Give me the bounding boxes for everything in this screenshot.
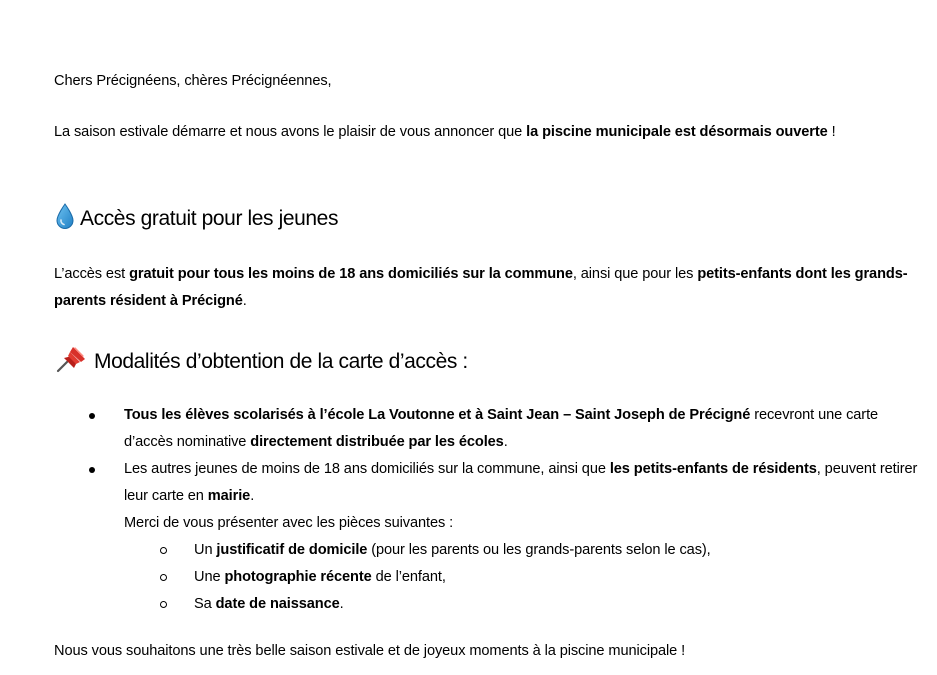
droplet-icon bbox=[54, 202, 76, 236]
list-item-text: recevront une carte d’accès nominative bbox=[124, 407, 879, 450]
intro-text-end: ! bbox=[827, 124, 836, 140]
pushpin-icon bbox=[54, 344, 88, 380]
list-item-emphasis: mairie bbox=[207, 488, 251, 504]
sub-list-text: Un bbox=[194, 542, 217, 558]
sub-list-emphasis: justificatif de domicile bbox=[216, 542, 368, 558]
sub-list-text: de l’enfant, bbox=[371, 569, 446, 585]
documents-note: Merci de vous présenter avec les pièces suivantes : bbox=[124, 515, 454, 531]
sub-list-text: . bbox=[339, 596, 344, 612]
list-item bbox=[54, 456, 930, 618]
free-access-text: . bbox=[242, 293, 247, 309]
sub-list-text: Une bbox=[194, 569, 225, 585]
documents-list bbox=[124, 537, 930, 618]
list-item-text: . bbox=[503, 434, 508, 450]
greeting: Chers Précignéens, chères Précignéennes, bbox=[54, 73, 332, 89]
sub-list-item bbox=[124, 591, 930, 618]
list-item-text: . bbox=[250, 488, 255, 504]
list-item-emphasis: Tous les élèves scolarisés à l’école La Voutonne et à Saint Jean – Saint Joseph de Précigné bbox=[124, 407, 751, 423]
sub-list-text: (pour les parents ou les grands-parents selon le cas), bbox=[367, 542, 711, 558]
intro-emphasis: la piscine municipale est désormais ouverte bbox=[526, 124, 828, 140]
list-item bbox=[54, 402, 930, 456]
free-access-text: L’accès est bbox=[54, 266, 130, 282]
section-title-text: Accès gratuit pour les jeunes bbox=[80, 207, 339, 230]
sub-list-text: Sa bbox=[194, 596, 216, 612]
free-access-emphasis: gratuit pour tous les moins de 18 ans domiciliés sur la commune bbox=[129, 266, 573, 282]
section-title-card-procedure bbox=[54, 344, 468, 380]
intro-paragraph bbox=[54, 119, 924, 146]
sub-list-item bbox=[124, 564, 930, 591]
procedure-list bbox=[54, 402, 930, 618]
free-access-text: , ainsi que pour les bbox=[572, 266, 698, 282]
free-access-emphasis: petits-enfants dont les grands-parents résident à Précigné bbox=[54, 266, 908, 309]
sub-list-emphasis: photographie récente bbox=[224, 569, 372, 585]
free-access-paragraph bbox=[54, 261, 924, 315]
sub-list-emphasis: date de naissance bbox=[215, 596, 340, 612]
section-title-free-access bbox=[54, 202, 338, 236]
section-title-text: Modalités d’obtention de la carte d’accès : bbox=[94, 350, 468, 373]
sub-list-item bbox=[124, 537, 930, 564]
list-item-text: Les autres jeunes de moins de 18 ans domiciliés sur la commune, ainsi que bbox=[124, 461, 610, 477]
list-item-text: , peuvent retirer leur carte en bbox=[124, 461, 918, 504]
intro-text: La saison estivale démarre et nous avons le plaisir de vous annoncer que bbox=[54, 124, 527, 140]
closing-paragraph: Nous vous souhaitons une très belle saison estivale et de joyeux moments à la piscine municipale ! bbox=[54, 643, 686, 659]
list-item-emphasis: directement distribuée par les écoles bbox=[250, 434, 504, 450]
list-item-emphasis: les petits-enfants de résidents bbox=[609, 461, 817, 477]
